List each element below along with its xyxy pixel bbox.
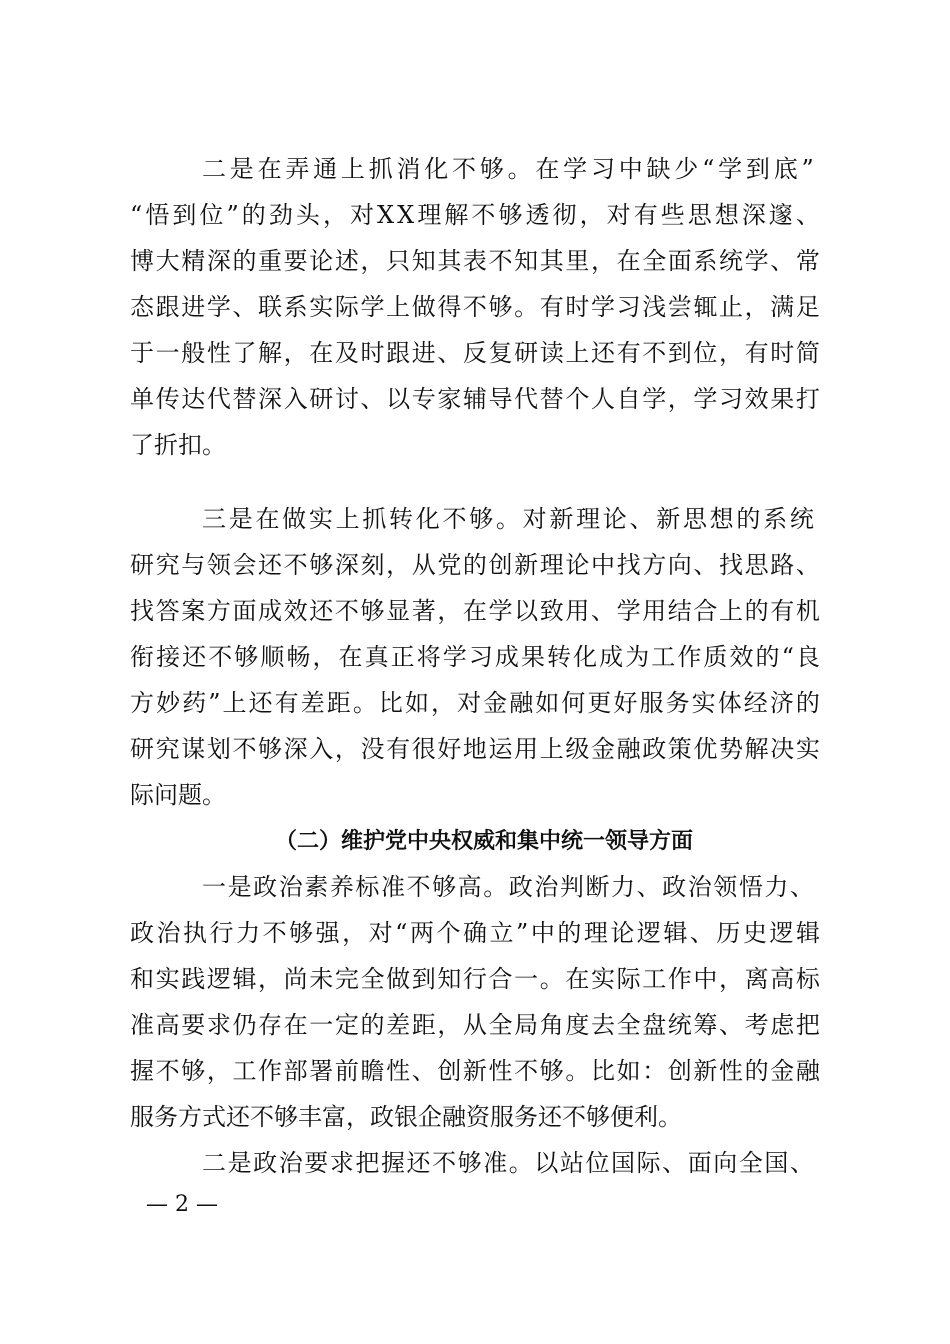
paragraph-line: 研 究 与 领 会 还 不 够 深 刻 ， 从 党 的 创 新 理 论 中 找 方 向 、 找 思 路 、	[130, 551, 820, 579]
section-heading: （二）维护党中央权威和集中统一领导方面	[275, 828, 694, 854]
paragraph-line: 握 不 够 ， 工 作 部 署 前 瞻 性 、 创 新 性 不 够 。 比 如 ： 创 新 性 的 金 融	[130, 1057, 820, 1085]
paragraph-line: 一 是 政 治 素 养 标 准 不 够 高 。 政 治 判 断 力 、 政 治 领 悟 力 、	[202, 873, 814, 901]
paragraph-line: “ 悟 到 位 ” 的 劲 头 ， 对 X X 理 解 不 够 透 彻 ， 对 有 些 思 想 深 邃 、	[130, 201, 820, 229]
paragraph-line: 衔 接 还 不 够 顺 畅 ， 在 真 正 将 学 习 成 果 转 化 成 为 工 作 质 效 的 “ 良	[130, 643, 820, 671]
paragraph-line: 服务方式还不够丰富，政银企融资服务还不够便利。	[130, 1103, 682, 1131]
paragraph-line: 和 实 践 逻 辑 ， 尚 未 完 全 做 到 知 行 合 一 。 在 实 际 工 作 中 ， 离 高 标	[130, 965, 820, 993]
paragraph-line: 于 一 般 性 了 解 ， 在 及 时 跟 进 、 反 复 研 读 上 还 有 不 到 位 ， 有 时 简	[130, 339, 820, 367]
paragraph-line: 政 治 执 行 力 不 够 强 ， 对 “ 两 个 确 立 ” 中 的 理 论 逻 辑 、 历 史 逻 辑	[130, 919, 820, 947]
paragraph-line: 研 究 谋 划 不 够 深 入 ， 没 有 很 好 地 运 用 上 级 金 融 政 策 优 势 解 决 实	[130, 735, 820, 763]
paragraph-line: 单 传 达 代 替 深 入 研 讨 、 以 专 家 辅 导 代 替 个 人 自 学 ， 学 习 效 果 打	[130, 385, 820, 413]
paragraph-line: 二 是 政 治 要 求 把 握 还 不 够 准 。 以 站 位 国 际 、 面 向 全 国 、	[202, 1149, 814, 1177]
paragraph-line: 三 是 在 做 实 上 抓 转 化 不 够 。 对 新 理 论 、 新 思 想 的 系 统	[202, 505, 814, 533]
paragraph-line: 际问题。	[130, 781, 226, 809]
paragraph-line: 了折扣。	[130, 431, 226, 459]
paragraph-line: 态 跟 进 学 、 联 系 实 际 学 上 做 得 不 够 。 有 时 学 习 浅 尝 辄 止 ， 满 足	[130, 293, 820, 321]
paragraph-line: 方 妙 药 ” 上 还 有 差 距 。 比 如 ， 对 金 融 如 何 更 好 服 务 实 体 经 济 的	[130, 689, 820, 717]
paragraph-line: 找 答 案 方 面 成 效 还 不 够 显 著 ， 在 学 以 致 用 、 学 用 结 合 上 的 有 机	[130, 597, 820, 625]
page-number: — 2 —	[146, 1192, 218, 1217]
paragraph-line: 准 高 要 求 仍 存 在 一 定 的 差 距 ， 从 全 局 角 度 去 全 盘 统 筹 、 考 虑 把	[130, 1011, 820, 1039]
paragraph-line: 二 是 在 弄 通 上 抓 消 化 不 够 。 在 学 习 中 缺 少 “ 学 到 底 ”	[202, 155, 814, 183]
paragraph-line: 博 大 精 深 的 重 要 论 述 ， 只 知 其 表 不 知 其 里 ， 在 全 面 系 统 学 、 常	[130, 247, 820, 275]
